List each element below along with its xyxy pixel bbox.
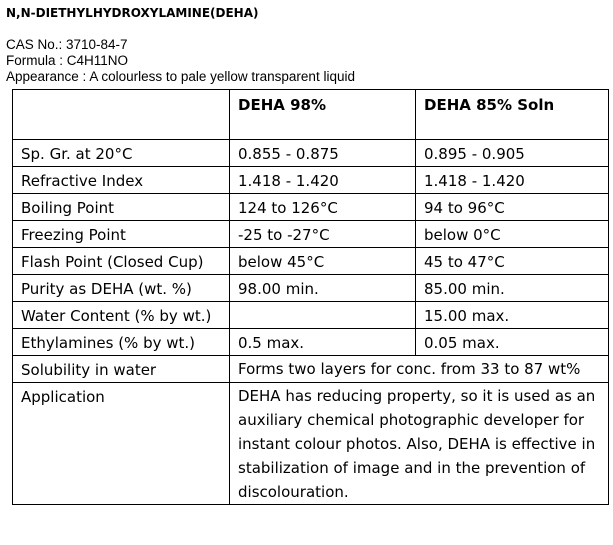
application-row	[13, 383, 609, 505]
header-deha-98: DEHA 98%	[230, 90, 416, 140]
row-label: Water Content (% by wt.)	[13, 302, 230, 329]
table-row	[13, 302, 609, 329]
header-deha-85: DEHA 85% Soln	[416, 90, 609, 140]
table-row	[13, 140, 609, 167]
row-label: Freezing Point	[13, 221, 230, 248]
table-row	[13, 329, 609, 356]
table-header-row	[13, 90, 609, 140]
application-label: Application	[13, 383, 230, 505]
row-value-85: 0.05 max.	[416, 329, 609, 356]
cas-number: CAS No.: 3710-84-7	[6, 37, 128, 52]
table-row	[13, 248, 609, 275]
row-value-85: 94 to 96°C	[416, 194, 609, 221]
table-row	[13, 275, 609, 302]
appearance: Appearance : A colourless to pale yellow transparent liquid	[6, 69, 355, 84]
row-label: Ethylamines (% by wt.)	[13, 329, 230, 356]
row-value-85: 1.418 - 1.420	[416, 167, 609, 194]
solubility-value: Forms two layers for conc. from 33 to 87 wt%	[230, 356, 609, 383]
row-label: Purity as DEHA (wt. %)	[13, 275, 230, 302]
row-label: Sp. Gr. at 20°C	[13, 140, 230, 167]
row-value-85: below 0°C	[416, 221, 609, 248]
row-value-85: 45 to 47°C	[416, 248, 609, 275]
row-value-98: 98.00 min.	[230, 275, 416, 302]
row-value-98	[230, 302, 416, 329]
row-value-98: -25 to -27°C	[230, 221, 416, 248]
table-row	[13, 167, 609, 194]
formula: Formula : C4H11NO	[6, 53, 129, 68]
row-label: Boiling Point	[13, 194, 230, 221]
row-value-98: 0.5 max.	[230, 329, 416, 356]
solubility-label: Solubility in water	[13, 356, 230, 383]
row-label: Refractive Index	[13, 167, 230, 194]
table-row	[13, 221, 609, 248]
row-value-98: 124 to 126°C	[230, 194, 416, 221]
row-value-85: 0.895 - 0.905	[416, 140, 609, 167]
document-title: N,N-DIETHYLHYDROXYLAMINE(DEHA)	[6, 6, 259, 20]
spec-table	[12, 89, 609, 505]
header-cell-blank	[13, 90, 230, 140]
row-value-98: 1.418 - 1.420	[230, 167, 416, 194]
solubility-row	[13, 356, 609, 383]
row-label: Flash Point (Closed Cup)	[13, 248, 230, 275]
row-value-85: 15.00 max.	[416, 302, 609, 329]
application-value: DEHA has reducing property, so it is used as an auxiliary chemical photographic developer for instant colour photos. Also, DEHA is effective in stabilization of image and in the prevention of discolouration.	[230, 383, 609, 505]
table-row	[13, 194, 609, 221]
row-value-85: 85.00 min.	[416, 275, 609, 302]
row-value-98: 0.855 - 0.875	[230, 140, 416, 167]
row-value-98: below 45°C	[230, 248, 416, 275]
